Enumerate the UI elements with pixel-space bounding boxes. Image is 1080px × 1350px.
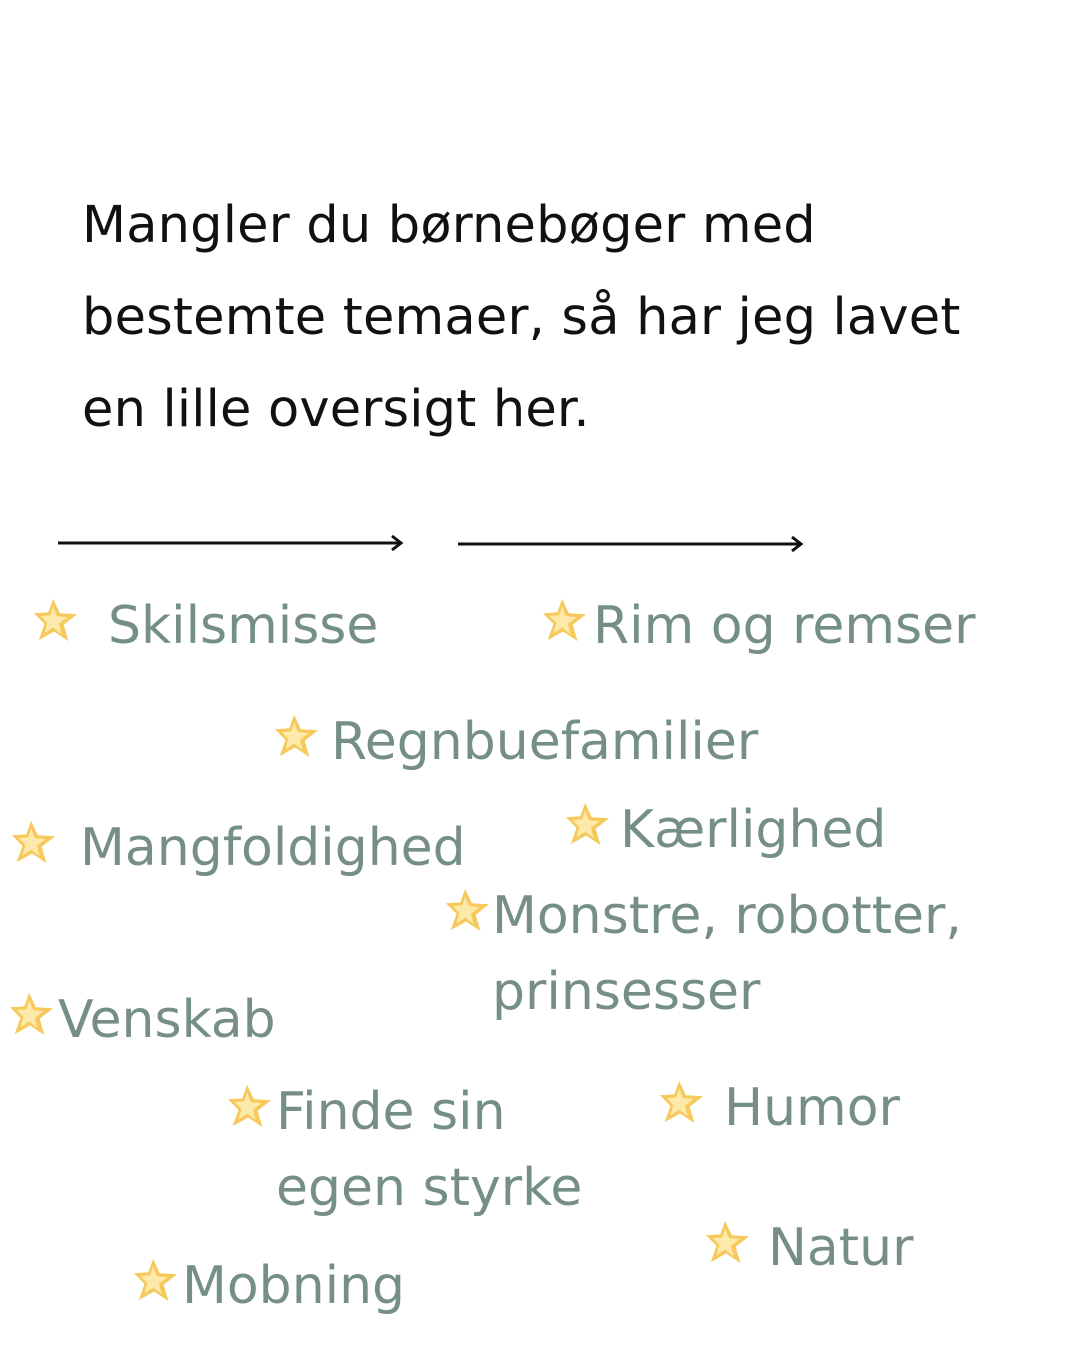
topic-label: Humor <box>724 1078 900 1138</box>
star-icon <box>10 818 58 866</box>
star-icon <box>658 1078 706 1126</box>
topic-monstre-robotter-prinsesser <box>444 878 962 1030</box>
topic-venskab <box>8 982 276 1058</box>
topic-label: Finde sin egen styrke <box>276 1082 583 1218</box>
topic-regnbuefamilier <box>273 704 758 780</box>
topic-label: Rim og remser <box>593 596 976 656</box>
star-icon <box>704 1218 752 1266</box>
star-icon <box>226 1082 274 1130</box>
topic-kaerlighed <box>564 792 886 868</box>
topic-label: Kærlighed <box>620 800 887 860</box>
topic-label: Skilsmisse <box>108 596 379 656</box>
topic-label: Venskab <box>58 990 276 1050</box>
topic-label: Mobning <box>182 1256 406 1316</box>
star-icon <box>8 990 56 1038</box>
star-icon <box>564 800 612 848</box>
topic-rim-og-remser <box>541 588 975 664</box>
topic-label: Monstre, robotter, prinsesser <box>492 886 962 1022</box>
star-icon <box>132 1256 180 1304</box>
arrow-right-icon <box>456 533 806 555</box>
topic-finde-sin-egen-styrke <box>226 1074 582 1226</box>
topic-skilsmisse <box>32 588 378 664</box>
star-icon <box>32 596 80 644</box>
topic-label: Mangfoldighed <box>80 818 466 878</box>
topic-humor <box>658 1070 900 1146</box>
topic-mangfoldighed <box>10 810 466 886</box>
topic-mobning <box>132 1248 405 1324</box>
intro-text: Mangler du børnebøger med bestemte temaer, så har jeg lavet en lille oversigt her. <box>82 196 961 439</box>
topic-natur <box>704 1210 914 1286</box>
star-icon <box>444 886 492 934</box>
topic-label: Regnbuefamilier <box>331 712 759 772</box>
arrow-right-icon <box>56 532 406 554</box>
star-icon <box>273 712 321 760</box>
star-icon <box>541 596 589 644</box>
topic-label: Natur <box>768 1218 914 1278</box>
